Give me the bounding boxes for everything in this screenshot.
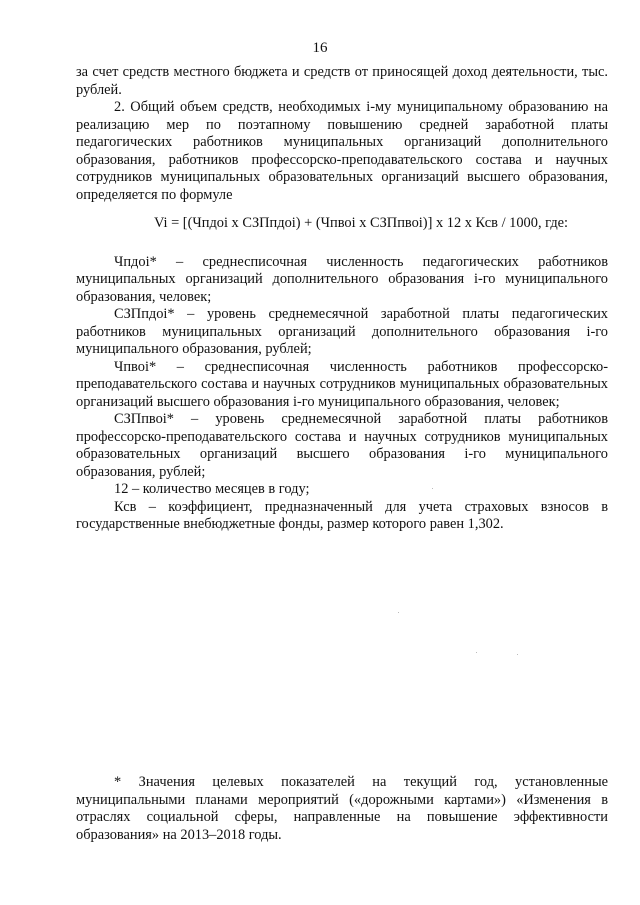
footnote: * Значения целевых показателей на текущий год, установленные муниципальными планами мероприятий («дорожными картами») «Изменения в отраслях социальной сферы, направленные на повышение эффективности образования» на 2013–2018 годы. <box>76 774 608 843</box>
definition-months: 12 – количество месяцев в году; <box>114 481 310 497</box>
definition-szppdo: СЗПпдоi* – уровень среднемесячной заработной платы педагогических работников муниципальных организаций дополнительного образования i-го муниципального образования, рублей; <box>76 306 608 357</box>
formula: Vi = [(Чпдоi x СЗПпдоi) + (Чпвоi x СЗПпвоi)] x 12 x Ксв / 1000, где: <box>153 215 569 231</box>
page-number: 16 <box>312 40 328 56</box>
scan-speck <box>517 654 518 655</box>
document-body <box>76 64 608 534</box>
scan-speck <box>432 488 433 489</box>
definition-chpdo: Чпдоi* – среднесписочная численность педагогических работников муниципальных организаций дополнительного образования i-го муниципального образования, человек; <box>76 253 608 305</box>
paragraph-item-2: 2. Общий объем средств, необходимых i-му муниципальному образованию на реализацию мер по поэтапному повышению средней заработной платы педагогических работников муниципальных организаций дополнительного образования, работников профессорско-преподавательского состава и научных сотрудников муниципальных образовательных организаций высшего образования, определяется по формуле <box>76 99 608 203</box>
definition-szppvo: СЗПпвоi* – уровень среднемесячной заработной платы работников профессорско-преподавательского состава и научных сотрудников муниципальных образовательных организаций высшего образования i-го муниципального образования, рублей; <box>76 411 608 480</box>
scan-speck <box>476 652 477 653</box>
definition-ksv: Ксв – коэффициент, предназначенный для учета страховых взносов в государственные внебюджетные фонды, размер которого равен 1,302. <box>76 498 608 532</box>
paragraph-continuation: за счет средств местного бюджета и средств от приносящей доход деятельности, тыс. рублей. <box>76 64 608 98</box>
definition-chpvo: Чпвоi* – среднесписочная численность работников профессорско-преподавательского состава и научных сотрудников муниципальных образовательных организаций высшего образования i-го муниципального образования, человек; <box>76 358 608 410</box>
scan-speck <box>398 612 399 613</box>
